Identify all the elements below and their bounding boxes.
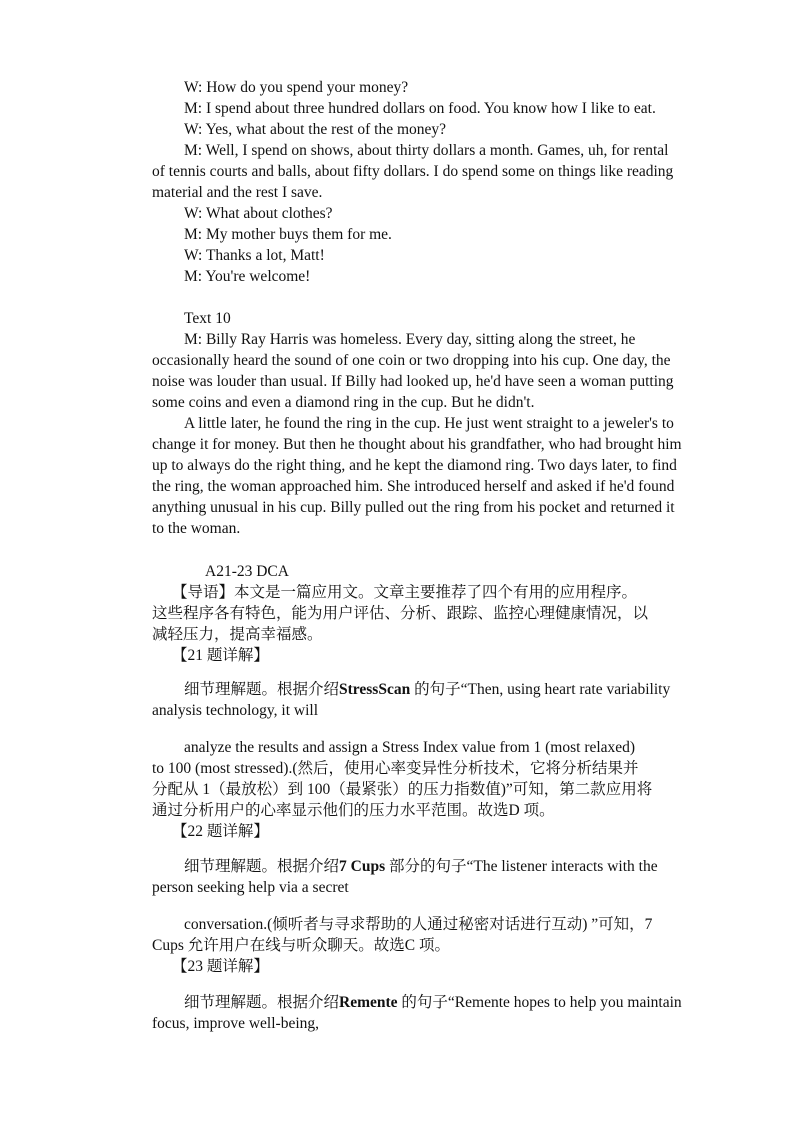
app-name-7cups: 7 Cups (339, 858, 386, 875)
intro-line: 这些程序各有特色，能为用户评估、分析、跟踪、监控心理健康情况，以 (152, 605, 649, 622)
dialogue-line: W: Thanks a lot, Matt! (184, 247, 325, 264)
dialogue-line: M: My mother buys them for me. (184, 226, 392, 243)
dialogue-line: M: Well, I spend on shows, about thirty dollars a month. Games, uh, for rental (184, 142, 669, 159)
passage-line: occasionally heard the sound of one coin or two dropping into his cup. One day, the (152, 352, 671, 369)
q21-line: 通过分析用户的心率显示他们的压力水平范围。故选D 项。 (152, 802, 555, 819)
q21-text: 的句子“Then, using heart rate variability (410, 681, 671, 698)
q23-heading: 【23 题详解】 (172, 958, 269, 975)
q23-line: focus, improve well-being, (152, 1015, 320, 1032)
dialogue-line: M: You're welcome! (184, 268, 311, 285)
q21-line (184, 680, 670, 700)
answer-key: A21-23 DCA (205, 563, 289, 580)
dialogue-line: M: I spend about three hundred dollars on food. You know how I like to eat. (184, 100, 656, 117)
passage-line: M: Billy Ray Harris was homeless. Every day, sitting along the street, he (184, 331, 636, 348)
q22-heading: 【22 题详解】 (172, 823, 269, 840)
q21-line: analysis technology, it will (152, 702, 319, 719)
passage-line: noise was louder than usual. If Billy had looked up, he'd have seen a woman putting (152, 373, 674, 390)
q21-line: 分配从 1（最放松）到 100（最紧张）的压力指数值)”可知，第二款应用将 (152, 781, 653, 798)
app-name-stressscan: StressScan (339, 681, 411, 698)
q22-text: 部分的句子“The listener interacts with the (385, 858, 658, 875)
passage-line: up to always do the right thing, and he kept the diamond ring. Two days later, to find (152, 457, 677, 474)
dialogue-line: W: How do you spend your money? (184, 79, 409, 96)
intro-line: 减轻压力，提高幸福感。 (152, 626, 323, 643)
q21-line: analyze the results and assign a Stress Index value from 1 (most relaxed) (184, 739, 636, 756)
passage-line: anything unusual in his cup. Billy pulled out the ring from his pocket and returned it (152, 499, 675, 516)
q22-line: Cups 允许用户在线与听众聊天。故选C 项。 (152, 937, 450, 954)
passage-line: some coins and even a diamond ring in the cup. But he didn't. (152, 394, 535, 411)
passage-line: to the woman. (152, 520, 241, 537)
q21-text: 细节理解题。根据介绍 (184, 681, 340, 698)
app-name-remente: Remente (339, 994, 398, 1011)
dialogue-line: W: Yes, what about the rest of the money? (184, 121, 447, 138)
section-title: Text 10 (184, 310, 231, 327)
q23-text: 细节理解题。根据介绍 (184, 994, 340, 1011)
q23-line (184, 993, 682, 1013)
q23-text: 的句子“Remente hopes to help you maintain (397, 994, 682, 1011)
dialogue-line: of tennis courts and balls, about fifty dollars. I do spend some on things like reading (152, 163, 674, 180)
dialogue-line: material and the rest I save. (152, 184, 323, 201)
q21-line: to 100 (most stressed).(然后，使用心率变异性分析技术，它将分析结果并 (152, 760, 639, 777)
q21-heading: 【21 题详解】 (172, 647, 269, 664)
dialogue-line: W: What about clothes? (184, 205, 333, 222)
q22-line: conversation.(倾听者与寻求帮助的人通过秘密对话进行互动) ”可知，7 (184, 916, 653, 933)
q22-line: person seeking help via a secret (152, 879, 349, 896)
passage-line: change it for money. But then he thought about his grandfather, who had brought him (152, 436, 682, 453)
passage-line: A little later, he found the ring in the cup. He just went straight to a jeweler's to (184, 415, 674, 432)
intro-line: 【导语】本文是一篇应用文。文章主要推荐了四个有用的应用程序。 (172, 584, 638, 601)
q22-line (184, 857, 658, 877)
q22-text: 细节理解题。根据介绍 (184, 858, 340, 875)
passage-line: the ring, the woman approached him. She introduced herself and asked if he'd found (152, 478, 675, 495)
